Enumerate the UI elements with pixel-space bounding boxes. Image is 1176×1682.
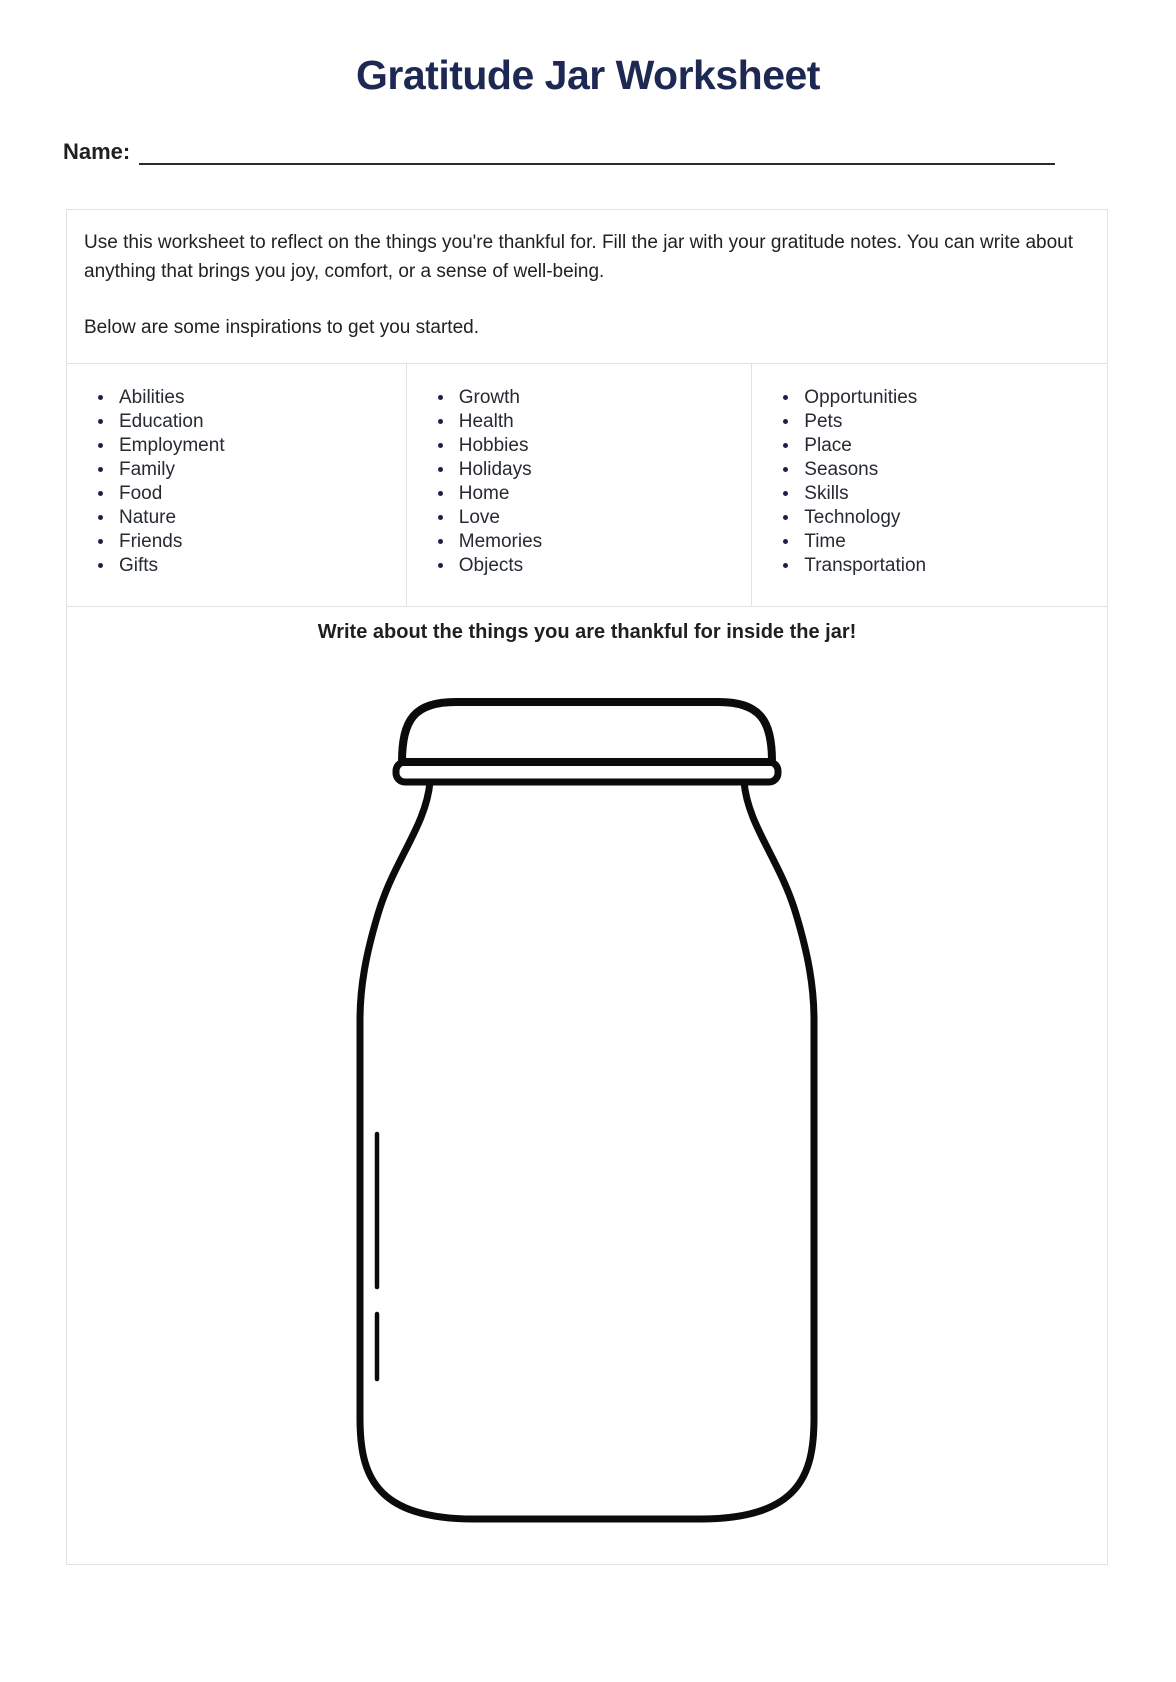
inspirations-column-1: [67, 364, 406, 606]
jar-lid-icon: [402, 702, 772, 762]
list-item: • Holidays: [455, 458, 746, 482]
list-item: • Objects: [455, 554, 746, 578]
gratitude-jar-illustration: [352, 674, 822, 1526]
list-item: • Employment: [115, 434, 400, 458]
list-item: • Friends: [115, 530, 400, 554]
list-item: • Nature: [115, 506, 400, 530]
name-label: Name:: [63, 139, 131, 164]
worksheet-body: [66, 209, 1108, 1565]
list-item: • Place: [800, 434, 1101, 458]
list-item: • Food: [115, 482, 400, 506]
inspirations-column-3: [751, 364, 1107, 606]
instructions-inspirations-note: Below are some inspirations to get you started.: [84, 317, 479, 338]
list-item: • Education: [115, 410, 400, 434]
list-item: • Growth: [455, 386, 746, 410]
list-item: • Memories: [455, 530, 746, 554]
list-item: • Love: [455, 506, 746, 530]
list-item: • Pets: [800, 410, 1101, 434]
inspirations-column-2: [406, 364, 752, 606]
jar-section: [67, 607, 1107, 1564]
page-title: Gratitude Jar Worksheet: [356, 52, 820, 98]
list-item: • Transportation: [800, 554, 1101, 578]
list-item: • Abilities: [115, 386, 400, 410]
jar-body-icon: [360, 782, 814, 1519]
list-item: • Home: [455, 482, 746, 506]
list-item: • Opportunities: [800, 386, 1101, 410]
inspirations-columns: [67, 364, 1107, 607]
inspirations-list-2: [407, 386, 746, 578]
list-item: • Time: [800, 530, 1101, 554]
list-item: • Seasons: [800, 458, 1101, 482]
jar-lid-band-icon: [396, 762, 778, 782]
list-item: • Skills: [800, 482, 1101, 506]
list-item: • Family: [115, 458, 400, 482]
jar-section-heading: Write about the things you are thankful for inside the jar!: [317, 620, 857, 643]
instructions-paragraph: Use this worksheet to reflect on the things you're thankful for. Fill the jar with your gratitude notes. You can write about anything that brings you joy, comfort, or a sense of well-being.: [84, 232, 1074, 282]
list-item: • Health: [455, 410, 746, 434]
list-item: • Hobbies: [455, 434, 746, 458]
name-fill-in-line: [139, 139, 1055, 165]
name-field-row: [63, 139, 1055, 165]
inspirations-list-1: [67, 386, 400, 578]
list-item: • Technology: [800, 506, 1101, 530]
inspirations-list-3: [752, 386, 1101, 578]
instructions-section: [67, 210, 1107, 364]
list-item: • Gifts: [115, 554, 400, 578]
